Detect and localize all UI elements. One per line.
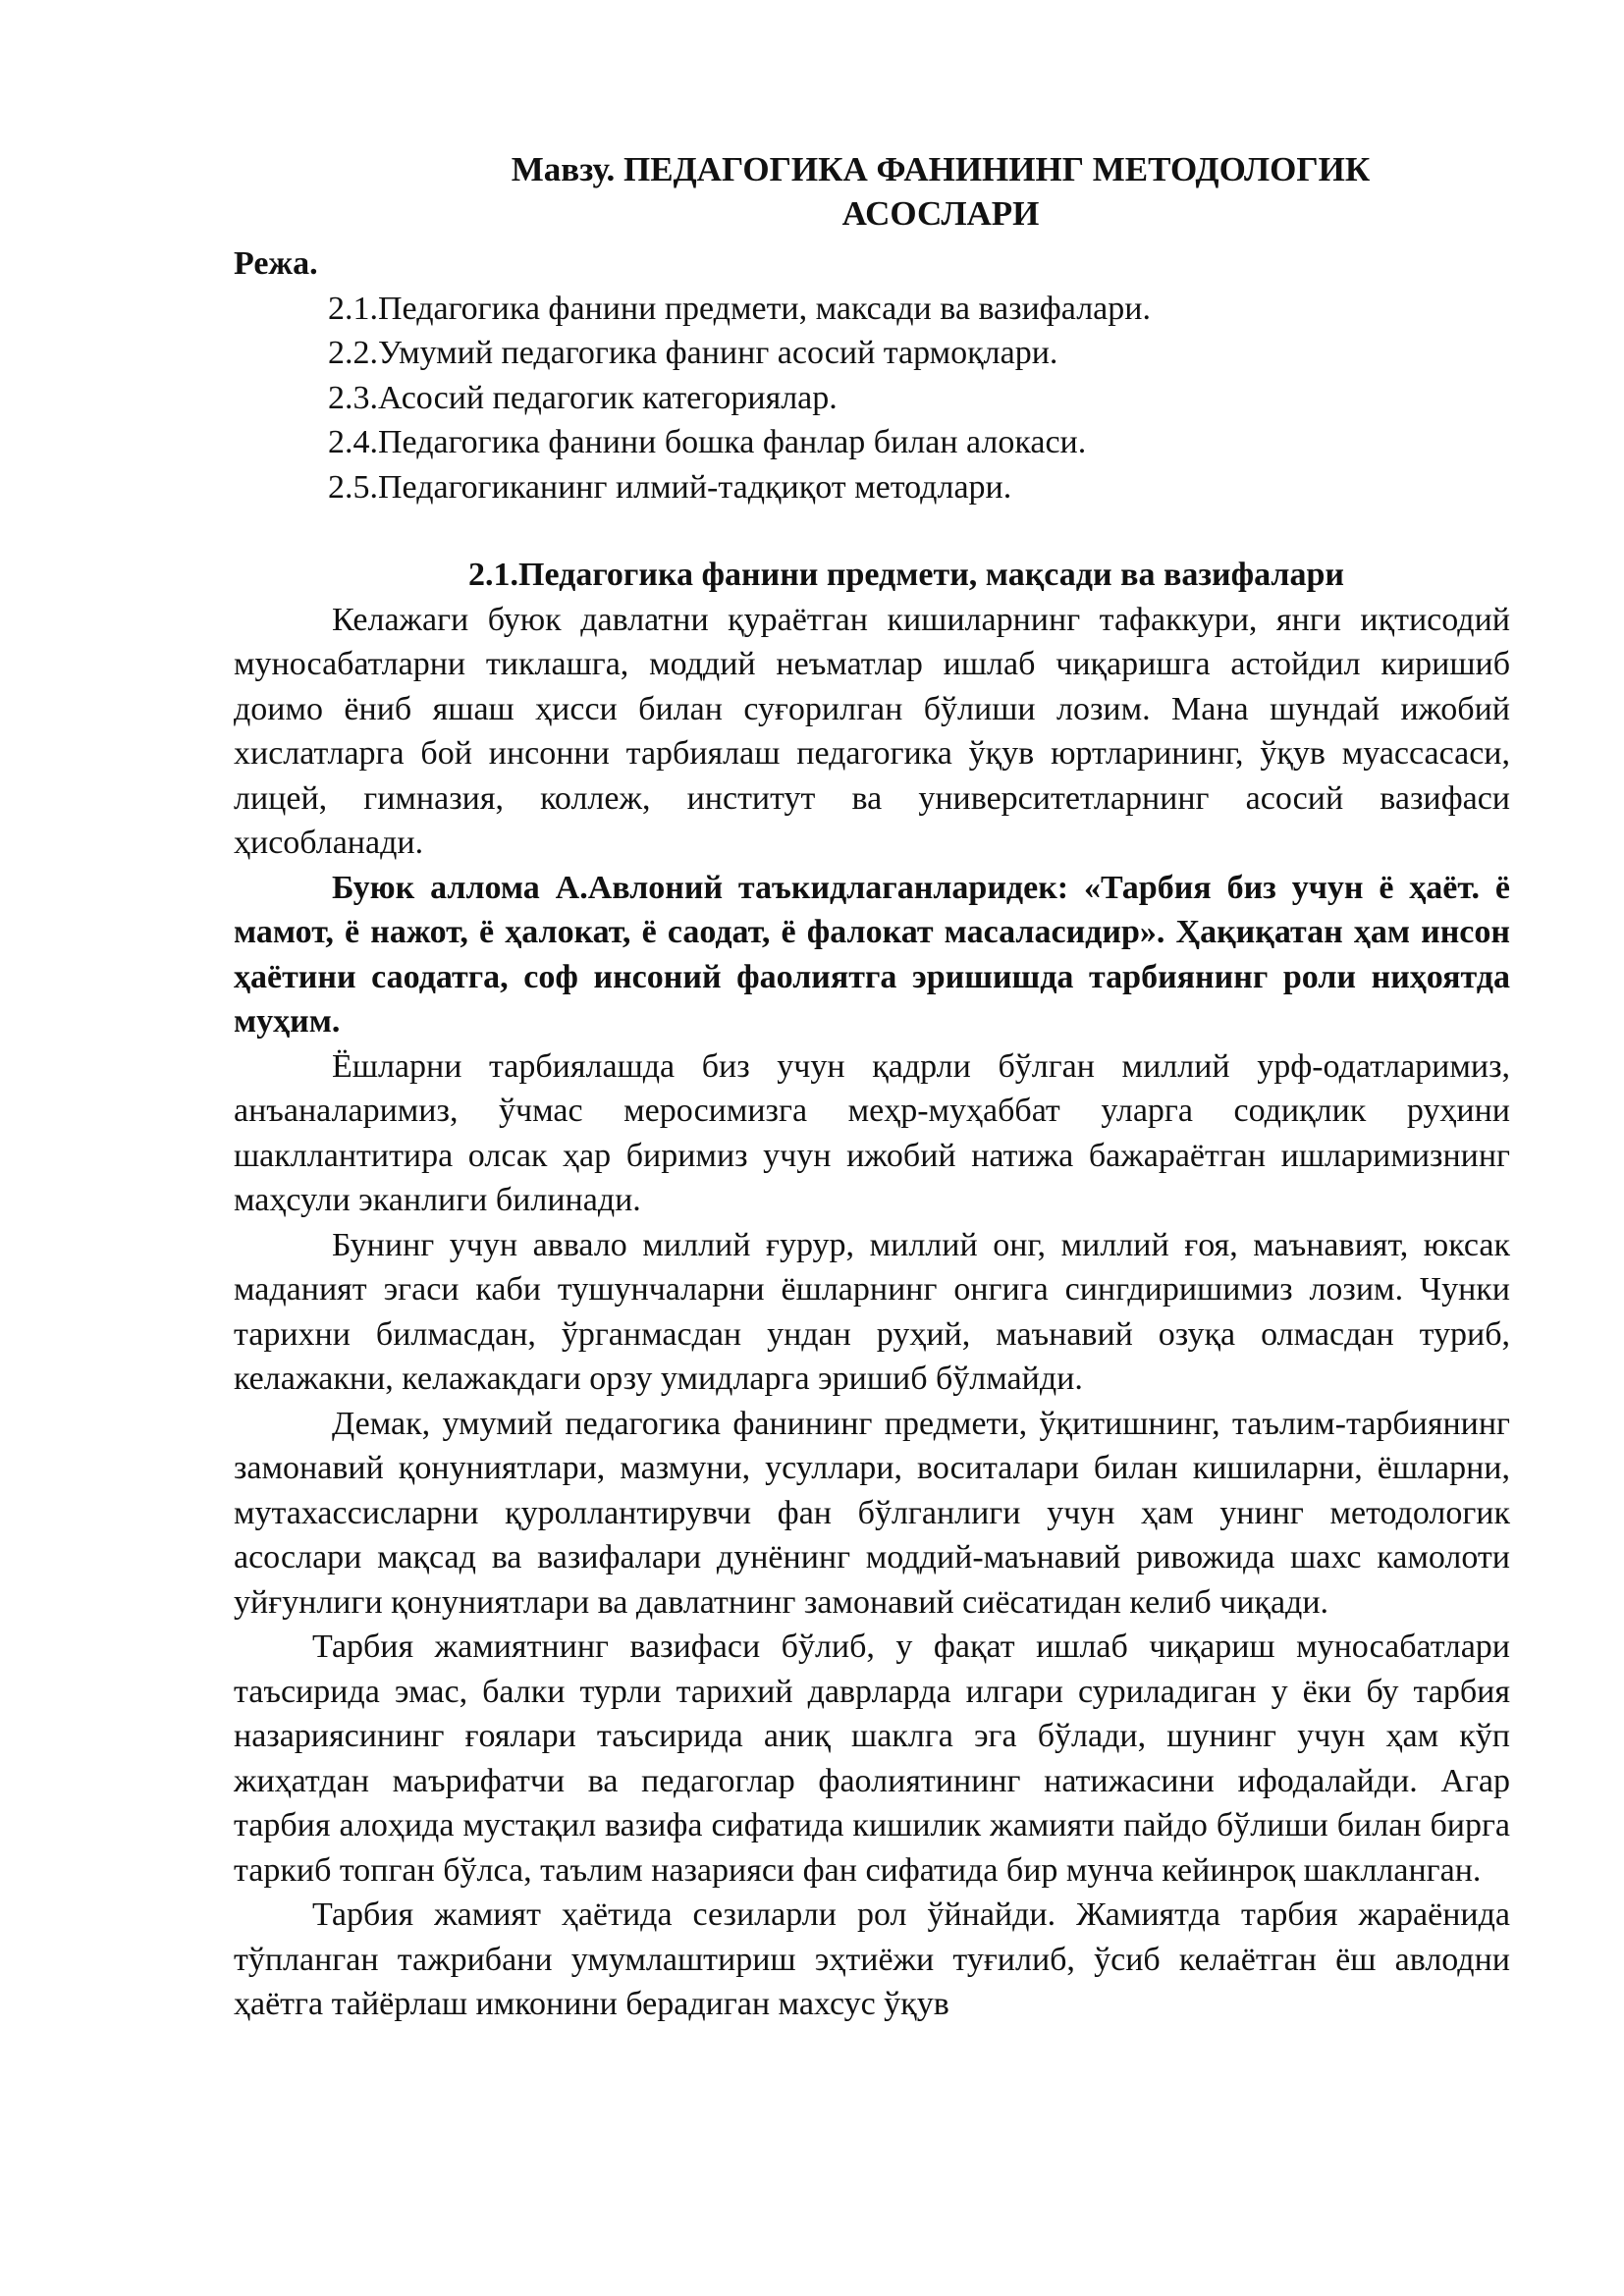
plan-list xyxy=(234,287,1510,510)
title-line-2: АСОСЛАРИ xyxy=(841,194,1040,233)
plan-item: 2.5.Педагогиканинг илмий-тадқиқот методлари. xyxy=(328,468,1012,506)
plan-item: 2.1.Педагогика фанини предмети, максади ва вазифалари. xyxy=(328,290,1151,327)
plan-item: 2.3.Асосий педагогик категориялар. xyxy=(328,379,838,416)
paragraph-1: Келажаги буюк давлатни қураётган кишиларнинг тафаккури, янги иқтисодий муносабатларни тиклашга, моддий неъматлар ишлаб чиқаришга астойдил киришиб доимо ёниб яшаш ҳисси билан суғорилган бўлиши лозим. Мана шундай ижобий хислатларга бой инсонни тарбиялаш педагогика ўқув юртларининг, ўқув муассасаси, лицей, гимназия, коллеж, институт ва университетларнинг асосий вазифаси ҳисобланади. xyxy=(234,601,1510,861)
title-line-1: Мавзу. ПЕДАГОГИКА ФАНИНИНГ МЕТОДОЛОГИК xyxy=(511,150,1371,188)
paragraph-4: Бунинг учун аввало миллий ғурур, миллий онг, миллий ғоя, маънавият, юксак маданият эгаси каби тушунчаларни ёшларнинг онгига сингдиришимиз лозим. Чунки тарихни билмасдан, ўрганмасдан ундан руҳий, маънавий озуқа олмасдан туриб, келажакни, келажакдаги орзу умидларга эришиб бўлмайди. xyxy=(234,1226,1510,1397)
document-page xyxy=(234,147,1510,2027)
paragraph-7: Тарбия жамият ҳаётида сезиларли рол ўйнайди. Жамиятда тарбия жараёнида тўпланган тажрибани умумлаштириш эҳтиёжи туғилиб, ўсиб келаётган ёш авлодни ҳаётга тайёрлаш имконини берадиган махсус ўқув xyxy=(234,1896,1510,2022)
plan-item: 2.2.Умумий педагогика фанинг асосий тармоқлари. xyxy=(328,335,1058,371)
paragraph-5: Демак, умумий педагогика фанининг предмети, ўқитишнинг, таълим-тарбиянинг замонавий қонуниятлари, мазмуни, усуллари, воситалари билан кишиларни, ёшларни, мутахассисларни қуроллантирувчи фан бўлганлиги учун ҳам унинг методологик асослари мақсад ва вазифалари дунёнинг моддий-маънавий ривожида шахс камолоти уйғунлиги қонуниятлари ва давлатнинг замонавий сиёсатидан келиб чиқади. xyxy=(234,1405,1510,1621)
plan-item: 2.4.Педагогика фанини бошка фанлар билан алокаси. xyxy=(328,424,1087,460)
paragraph-2-quote: Буюк аллома А.Авлоний таъкидлаганларидек: «Тарбия биз учун ё ҳаёт. ё мамот, ё нажот, ё ҳалокат, ё саодат, ё фалокат масаласидир». Ҳақиқатан ҳам инсон ҳаётини саодатга, соф инсоний фаолиятга эришишда тарбиянинг роли ниҳоятда муҳим. xyxy=(234,869,1510,1040)
plan-heading: Режа. xyxy=(234,245,318,282)
document-title xyxy=(234,147,1510,236)
paragraph-3: Ёшларни тарбиялашда биз учун қадрли бўлган миллий урф-одатларимиз, анъаналаримиз, ўчмас меросимизга меҳр-муҳаббат уларга содиқлик руҳини шакллантитира олсак ҳар биримиз учун ижобий натижа бажараётган ишларимизнинг маҳсули эканлиги билинади. xyxy=(234,1047,1510,1218)
paragraph-6: Тарбия жамиятнинг вазифаси бўлиб, у фақат ишлаб чиқариш муносабатлари таъсирида эмас, балки турли тарихий даврларда илгари суриладиган у ёки бу тарбия назариясининг ғоялари таъсирида аниқ шаклга эга бўлади, шунинг учун ҳам кўп жиҳатдан маърифатчи ва педагоглар фаолиятининг натижасини ифодалайди. Агар тарбия алоҳида мустақил вазифа сифатида кишилик жамияти пайдо бўлиши билан бирга таркиб топган бўлса, таълим назарияси фан сифатида бир мунча кейинроқ шаклланган. xyxy=(234,1629,1510,1889)
section-heading: 2.1.Педагогика фанини предмети, мақсади ва вазифалари xyxy=(468,557,1344,593)
